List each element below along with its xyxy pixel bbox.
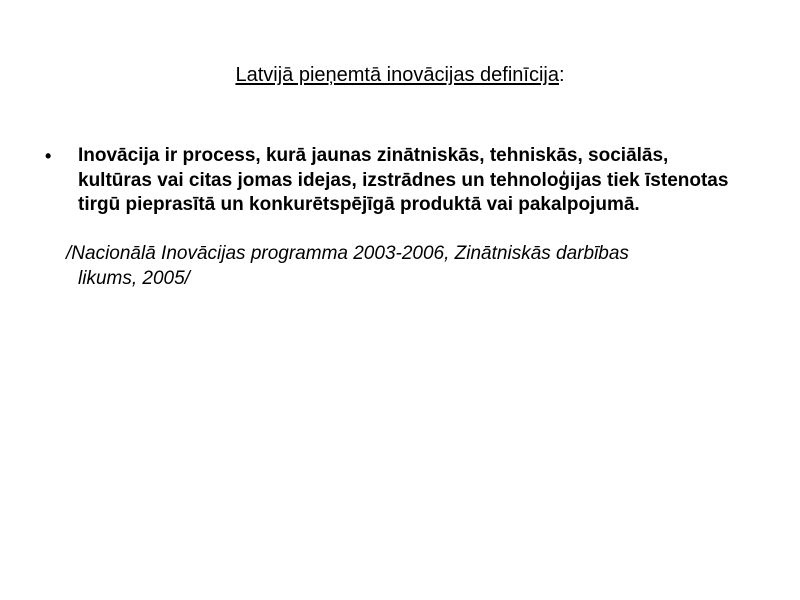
source-citation bbox=[66, 242, 746, 291]
slide-title-colon: : bbox=[558, 64, 565, 86]
definition-text: Inovācija ir process, kurā jaunas zinātniskās, tehniskās, sociālās, kultūras vai citas jomas idejas, izstrādnes un tehnoloģijas tiek īstenotas tirgū pieprasītā un konkurētspējīgā produktā vai pakalpojumā. bbox=[78, 145, 729, 215]
slide-title-text: Latvijā pieņemtā inovācijas definīcija bbox=[235, 64, 559, 86]
slide-title bbox=[0, 62, 800, 88]
source-citation-line-1: /Nacionālā Inovācijas programma 2003-2006, Zinātniskās darbības bbox=[66, 243, 629, 264]
bullet-list bbox=[45, 144, 745, 218]
source-citation-line-2: likums, 2005/ bbox=[78, 267, 190, 289]
bullet-item bbox=[45, 144, 745, 218]
bullet-icon: • bbox=[45, 146, 52, 166]
